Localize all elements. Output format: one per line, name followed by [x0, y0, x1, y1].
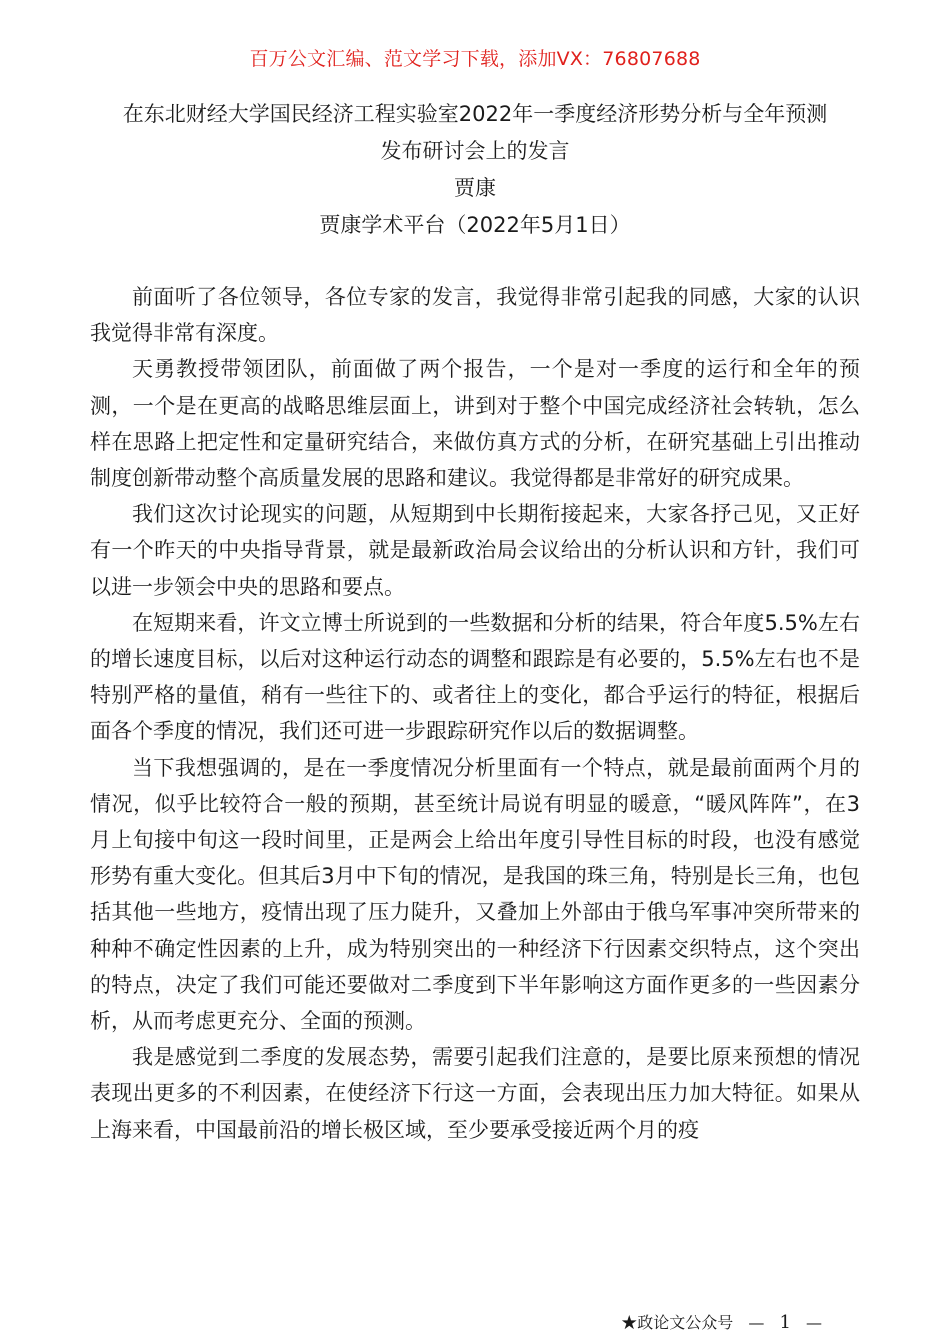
- footer-label: ★政论文公众号: [621, 1313, 734, 1332]
- document-title-line-1: 在东北财经大学国民经济工程实验室2022年一季度经济形势分析与全年预测: [122, 102, 828, 126]
- paragraph: 前面听了各位领导，各位专家的发言，我觉得非常引起我的同感，大家的认识我觉得非常有深度。: [90, 285, 860, 346]
- paragraph: 天勇教授带领团队，前面做了两个报告，一个是对一季度的运行和全年的预测，一个是在更高的战略思维层面上，讲到对于整个中国完成经济社会转轨，怎么样在思路上把定性和定量研究结合，来做仿真方式的分析，在研究基础上引出推动制度创新带动整个高质量发展的思路和建议。我觉得都是非常好的研究成果。: [90, 357, 860, 491]
- promo-banner: 百万公文汇编、范文学习下载，添加VX：76807688: [249, 48, 701, 70]
- footer-dash-right: —: [806, 1313, 822, 1332]
- source-date: 贾康学术平台（2022年5月1日）: [319, 213, 631, 237]
- paragraph: 我们这次讨论现实的问题，从短期到中长期衔接起来，大家各抒己见，又正好有一个昨天的中央指导背景，就是最新政治局会议给出的分析认识和方针，我们可以进一步领会中央的思路和要点。: [90, 502, 860, 599]
- document-header: [60, 96, 890, 244]
- page-footer: [621, 1310, 832, 1333]
- author-name: 贾康: [454, 176, 496, 200]
- document-title-line-2: 发布研讨会上的发言: [380, 139, 570, 163]
- paragraph: 在短期来看，许文立博士所说到的一些数据和分析的结果，符合年度5.5%左右的增长速度目标，以后对这种运行动态的调整和跟踪是有必要的，5.5%左右也不是特别严格的量值，稍有一些往下的、或者往上的变化，都合乎运行的特征，根据后面各个季度的情况，我们还可进一步跟踪研究作以后的数据调整。: [90, 610, 860, 744]
- footer-dash-left: —: [748, 1313, 765, 1332]
- paragraph: 当下我想强调的，是在一季度情况分析里面有一个特点，就是最前面两个月的情况，似乎比较符合一般的预期，甚至统计局说有明显的暖意，“暖风阵阵”，在3月上旬接中旬这一段时间里，正是两会上给出年度引导性目标的时段，也没有感觉形势有重大变化。但其后3月中下旬的情况，是我国的珠三角，特别是长三角，也包括其他一些地方，疫情出现了压力陡升，又叠加上外部由于俄乌军事冲突所带来的种种不确定性因素的上升，成为特别突出的一种经济下行因素交织特点，这个突出的特点，决定了我们可能还要做对二季度到下半年影响这方面作更多的一些因素分析，从而考虑更充分、全面的预测。: [90, 755, 860, 1034]
- paragraph: 我是感觉到二季度的发展态势，需要引起我们注意的，是要比原来预想的情况表现出更多的不利因素，在使经济下行这一方面，会表现出压力加大特征。如果从上海来看，中国最前沿的增长极区域，至少要承受接近两个月的疫: [90, 1045, 860, 1142]
- document-body: [90, 279, 860, 1148]
- page-number: 1: [779, 1312, 791, 1333]
